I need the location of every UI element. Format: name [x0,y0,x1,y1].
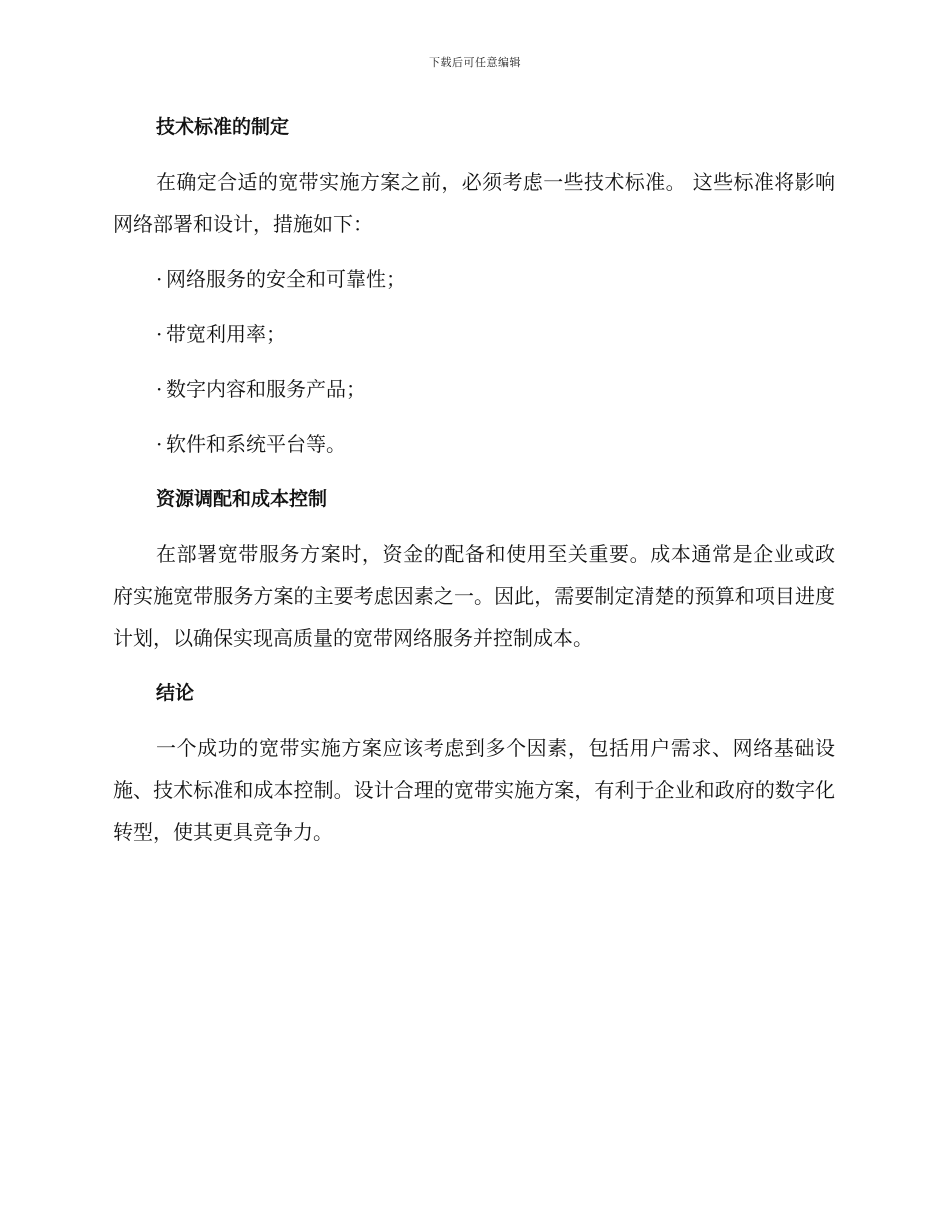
header-note: 下载后可任意编辑 [429,56,521,69]
resources-body: 在部署宽带服务方案时，资金的配备和使用至关重要。成本通常是企业或政府实施宽带服务方案的主要考虑因素之一。因此，需要制定清楚的预算和项目进度计划，以确保实现高质量的宽带网络服务并控制成本。 [113,542,835,650]
section-heading-resources: 资源调配和成本控制 [156,488,328,510]
tech-standards-intro: 在确定合适的宽带实施方案之前，必须考虑一些技术标准。 这些标准将影响网络部署和设计，措施如下： [113,170,835,236]
conclusion-body: 一个成功的宽带实施方案应该考虑到多个因素，包括用户需求、网络基础设施、技术标准和成本控制。设计合理的宽带实施方案，有利于企业和政府的数字化转型，使其更具竞争力。 [113,736,835,844]
bullet-marker: · [156,267,163,291]
list-item [113,368,835,410]
list-item-text: 带宽利用率； [166,322,286,346]
list-item-text: 软件和系统平台等。 [166,432,346,456]
document-body [113,106,835,866]
list-item-text: 数字内容和服务产品； [166,377,366,401]
bullet-marker: · [156,322,163,346]
section-heading-conclusion: 结论 [156,682,195,704]
section-heading-tech-standards: 技术标准的制定 [156,116,290,138]
list-item [113,258,835,300]
list-item [113,423,835,465]
list-item-text: 网络服务的安全和可靠性； [166,267,406,291]
bullet-marker: · [156,377,163,401]
bullet-marker: · [156,432,163,456]
list-item [113,313,835,355]
